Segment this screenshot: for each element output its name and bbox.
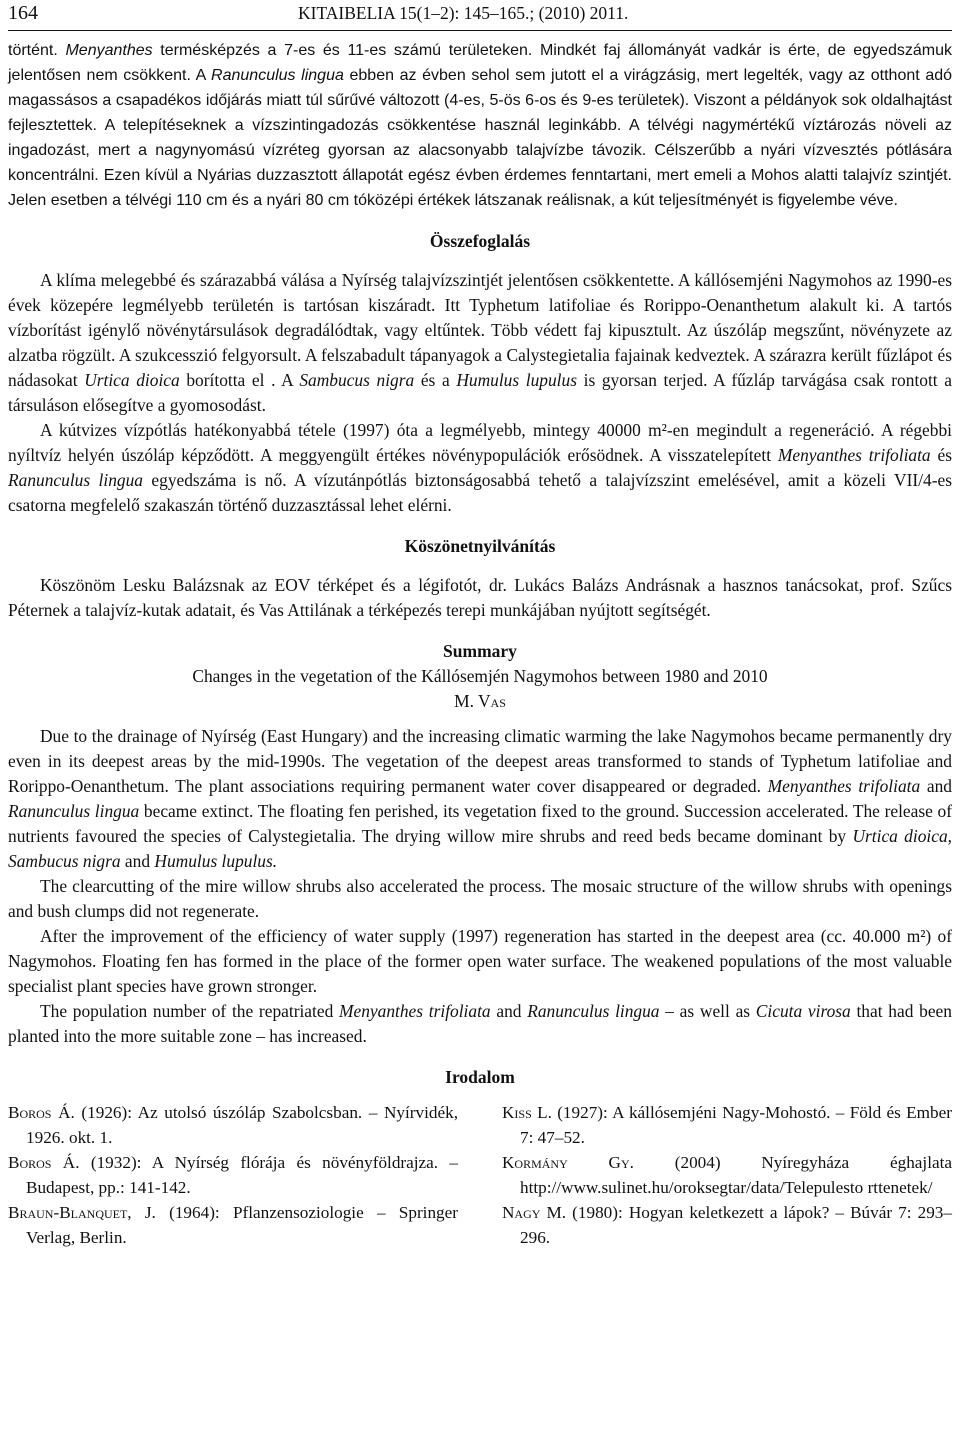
osszefoglalas-paragraph-1: A klíma melegebbé és szárazabbá válása a Nyírség talajvízszintjét jelentősen csökkentette. A kállósemjéni Nagymohos az 1990-es évek közepére legmélyebb területén is tartósan kiszáradt. Itt Typhetum latifoliae és Rorippo-Oenanthetum alakult ki. A tartós vízborítást igénylő növénytársulások degradálódtak, vagy eltűntek. Több védett faj kipusztult. Az úszóláp megszűnt, növényzete az alzatba rögzült. A szukcesszió felgyorsult. A felszabadult tápanyagok a Calystegietalia fajainak kedveztek. A szárazra került fűzlápot és nádasokat Urtica dioica borította el . A Sambucus nigra és a Humulus lupulus is gyorsan terjed. A fűzláp tarvágása csak rontott a társuláson elősegítve a gyomosodást. — [8, 270, 952, 415]
summary-paragraph-1: Due to the drainage of Nyírség (East Hungary) and the increasing climatic warming the lake Nagymohos became permanently dry even in its deepest areas by the mid-1990s. The vegetation of the deepest areas transformed to stands of Typhetum latifoliae and Rorippo-Oenanthetum. The plant associations requiring permanent water cover disappeared or degraded. Menyanthes trifoliata and Ranunculus lingua became extinct. The floating fen perished, its vegetation fixed to the ground. Succession accelerated. The release of nutrients favoured the species of Calystegietalia. The drying willow mire shrubs and reed beds became dominant by Urtica dioica, Sambucus nigra and Humulus lupulus. — [8, 726, 953, 871]
reference-item: Boros Á. (1932): A Nyírség flórája és növényföldrajza. – Budapest, pp.: 141-142. — [8, 1153, 459, 1197]
intro-paragraph: történt. Menyanthes termésképzés a 7-es és 11-es számú területeken. Mindkét faj állományát vadkár is érte, de egyedszámuk jelentősen nem csökkent. A Ranunculus lingua ebben az évben sehol sem jutott el a virágzásig, mert legelték, vagy az otthont adó magassásos a csapadékos időjárás miatt túl sűrűvé változott (4-es, 5-ös 6-os és 9-es területek). Viszont a példányok sok oldalhajtást fejlesztettek. A telepítéseknek a vízszintingadozás csökkentése használ leginkább. A télvégi nagymértékű víztározás növeli az ingadozást, mert a nagynyomású vízréteg gyorsan az alacsonyabb talajvízbe távozik. Célszerűbb a nyári vízvesztés pótlására koncentrálni. Ezen kívül a Nyárias duzzasztott állapotát egész évben érdemes fenntartani, mert emeli a Mohos alatti talajvíz szintjét. Jelen esetben a télvégi 110 cm és a nyári 80 cm tóközépi értékek látszanak reálisnak, a kút teljesítményét is figyelembe véve. — [8, 42, 953, 209]
summary-subtitle: Changes in the vegetation of the Kállósemjén Nagymohos between 1980 and 2010 — [192, 666, 768, 686]
koszonet-paragraph: Köszönöm Lesku Balázsnak az EOV térképet és a légifotót, dr. Lukács Balázs Andrásnak a hasznos tanácsokat, prof. Szűcs Péternek a talajvíz-kutak adatait, és Vas Attilának a térképezés terepi munkájában nyújtott segítségét. — [8, 575, 952, 620]
running-header — [8, 0, 952, 27]
osszefoglalas-paragraph-2: A kútvizes vízpótlás hatékonyabbá tétele (1997) óta a legmélyebb, mintegy 40000 m²-en megindult a regeneráció. A régebbi nyíltvíz helyén úszóláp képződött. A meggyengült értékes növénypopulációk erősödnek. A visszatelepített Menyanthes trifoliata és Ranunculus lingua egyedszáma is nő. A vízutánpótlás biztonságosabbá tehető a talajvízszint emelésével, amit a közeli VII/4-es csatorna megfelelő szakaszán történő duzzasztással lehet elérni. — [8, 420, 952, 515]
summary-paragraph-4: The population number of the repatriated Menyanthes trifoliata and Ranunculus lingua – as well as Cicuta virosa that had been planted into the more suitable zone – has increased. — [8, 1001, 952, 1046]
reference-item: Kiss L. (1927): A kállósemjéni Nagy-Mohostó. – Föld és Ember 7: 47–52. — [502, 1103, 952, 1147]
reference-item: Boros Á. (1926): Az utolsó úszóláp Szabolcsban. – Nyírvidék, 1926. okt. 1. — [8, 1103, 459, 1147]
header-rule — [8, 30, 952, 31]
article-body — [8, 38, 952, 1250]
page-number: 164 — [8, 2, 38, 24]
section-title-summary: Summary — [443, 641, 517, 661]
reference-column-left — [8, 1100, 458, 1250]
reference-item: Nagy M. (1980): Hogyan keletkezett a lápok? – Búvár 7: 293–296. — [502, 1203, 952, 1247]
section-title-irodalom: Irodalom — [445, 1067, 515, 1087]
reference-item: Kormány Gy. (2004) Nyíregyháza éghajlata http://www.sulinet.hu/oroksegtar/data/Telepulesto rttenetek/ — [502, 1153, 953, 1197]
reference-item: Braun-Blanquet, J. (1964): Pflanzensoziologie – Springer Verlag, Berlin. — [8, 1203, 458, 1247]
journal-citation: KITAIBELIA 15(1–2): 145–165.; (2010) 2011. — [298, 3, 629, 23]
section-title-osszefoglalas: Összefoglalás — [429, 231, 531, 251]
reference-list — [8, 1100, 952, 1250]
summary-author: M. Vas — [454, 691, 506, 711]
summary-paragraph-3: After the improvement of the efficiency of water supply (1997) regeneration has started in the deepest area (cc. 40.000 m²) of Nagymohos. Floating fen has formed in the place of the former open water surface. The weakened populations of the most valuable specialist plant species have grown stronger. — [8, 926, 952, 996]
summary-paragraph-2: The clearcutting of the mire willow shrubs also accelerated the process. The mosaic structure of the willow shrubs with openings and bush clumps did not regenerate. — [8, 876, 952, 921]
section-title-koszonet: Köszönetnyilvánítás — [404, 536, 556, 556]
reference-column-right — [502, 1100, 952, 1250]
